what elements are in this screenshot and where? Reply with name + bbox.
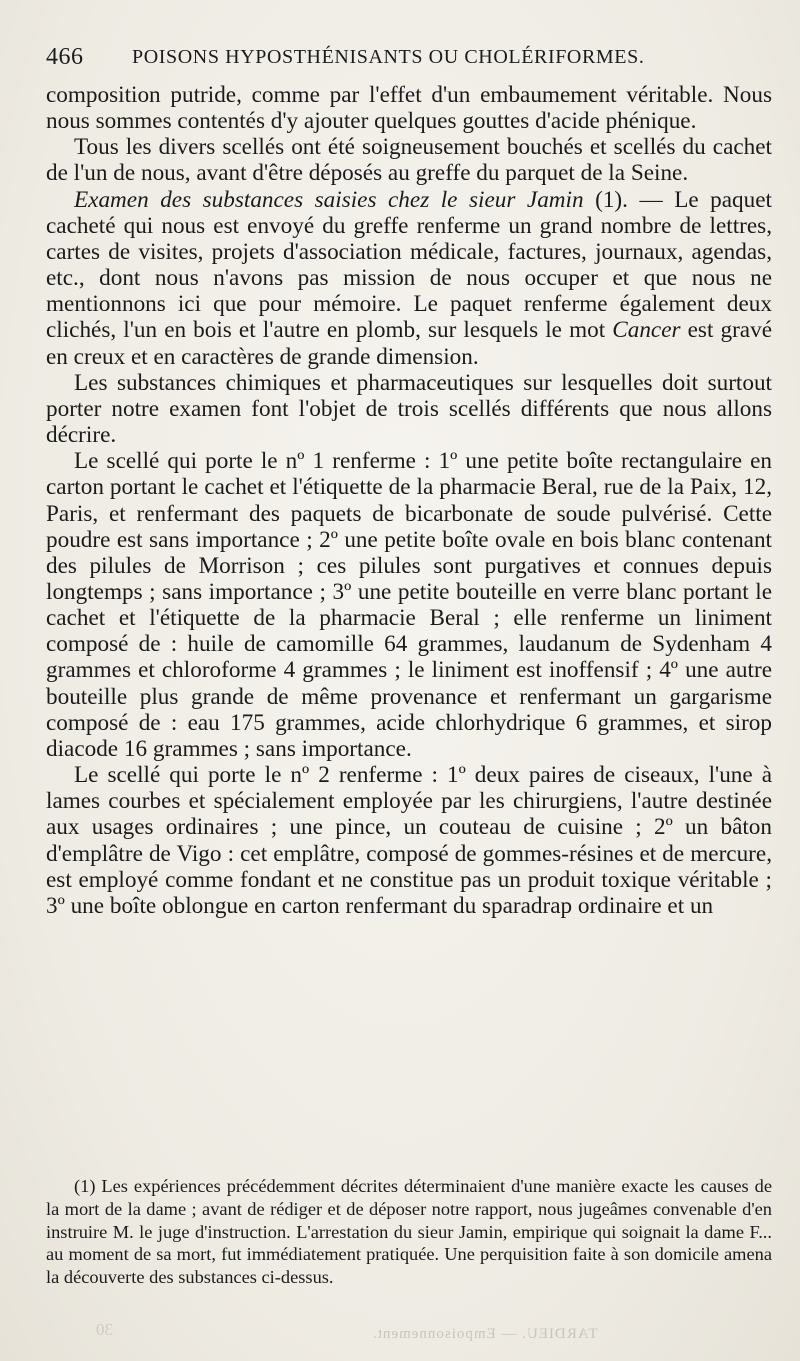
body-text xyxy=(46,82,772,919)
footnote-text: (1) Les expériences précédemment décrites déterminaient d'une manière exacte les causes de la mort de la dame ; avant de rédiger et de déposer notre rapport, nous jugeâmes convenable d'en instruire M. le juge d'instruction. L'arrestation du sieur Jamin, empirique qui soignait la dame F... au moment de sa mort, fut immédiatement pratiquée. Une perquisition faite à son domicile amena la découverte des substances ci-dessus. xyxy=(46,1176,772,1288)
show-through-signature: 30 xyxy=(96,1320,113,1339)
page-number: 466 xyxy=(46,44,84,70)
paragraph xyxy=(46,187,772,370)
paragraph: Le scellé qui porte le nº 1 renferme : 1º une petite boîte rectangulaire en carton portant le cachet et l'étiquette de la pharmacie Beral, rue de la Paix, 12, Paris, et renfermant des paquets de bicarbonate de soude pulvérisé. Cette poudre est sans importance ; 2º une petite boîte ovale en bois blanc contenant des pilules de Morrison ; ces pilules sont purgatives et connues depuis longtemps ; sans importance ; 3º une petite bouteille en verre blanc portant le cachet et l'étiquette de la pharmacie Beral ; elle renferme un liniment composé de : huile de camomille 64 grammes, laudanum de Sydenham 4 grammes et chloroforme 4 grammes ; le liniment est inoffensif ; 4º une autre bouteille plus grande de même provenance et renfermant un gargarisme composé de : eau 175 grammes, acide chlorhydrique 6 grammes, et sirop diacode 16 grammes ; sans importance. xyxy=(46,448,772,762)
running-title: POISONS HYPOSTHÉNISANTS OU CHOLÉRIFORMES. xyxy=(132,46,645,68)
paragraph-text: est gravé en creux et en caractères de grande dimension. xyxy=(46,317,772,370)
footnote xyxy=(46,1175,772,1289)
footnote-reference: (1). — xyxy=(583,186,675,213)
paragraph: Les substances chimiques et pharmaceutiques sur lesquelles doit surtout porter notre examen font l'objet de trois scellés différents que nous allons décrire. xyxy=(46,369,772,449)
paragraph-text: Le paquet cacheté qui nous est envoyé du greffe renferme un grand nombre de lettres, cartes de visites, projets d'association médicale, factures, journaux, agendas, etc., dont nous n'avons pas mission de nous occuper et que nous ne mentionnons ici que pour mémoire. Le paquet renferme également deux clichés, l'un en bois et l'autre en plomb, sur lesquels le mot xyxy=(46,186,772,344)
paragraph: Tous les divers scellés ont été soigneusement bouchés et scellés du cachet de l'un de nous, avant d'être déposés au greffe du parquet de la Seine. xyxy=(46,134,772,187)
page-header xyxy=(40,38,760,74)
emphasized-word: Cancer xyxy=(612,317,681,344)
paragraph: Le scellé qui porte le nº 2 renferme : 1º deux paires de ciseaux, l'une à lames courbes et spécialement employée par les chirurgiens, l'autre destinée aux usages ordinaires ; une pince, un couteau de cuisine ; 2º un bâton d'emplâtre de Vigo : cet emplâtre, composé de gommes-résines et de mercure, est employé comme fondant et ne constitue pas un produit toxique véritable ; 3º une boîte oblongue en carton renfermant du sparadrap ordinaire et un xyxy=(46,762,772,919)
show-through-footer: TARDIEU. — Empoisonnement. xyxy=(372,1326,598,1342)
section-heading: Examen des substances saisies chez le sieur Jamin xyxy=(74,186,584,213)
paragraph: composition putride, comme par l'effet d'un embaumement véritable. Nous nous sommes contentés d'y ajouter quelques gouttes d'acide phénique. xyxy=(46,82,772,135)
